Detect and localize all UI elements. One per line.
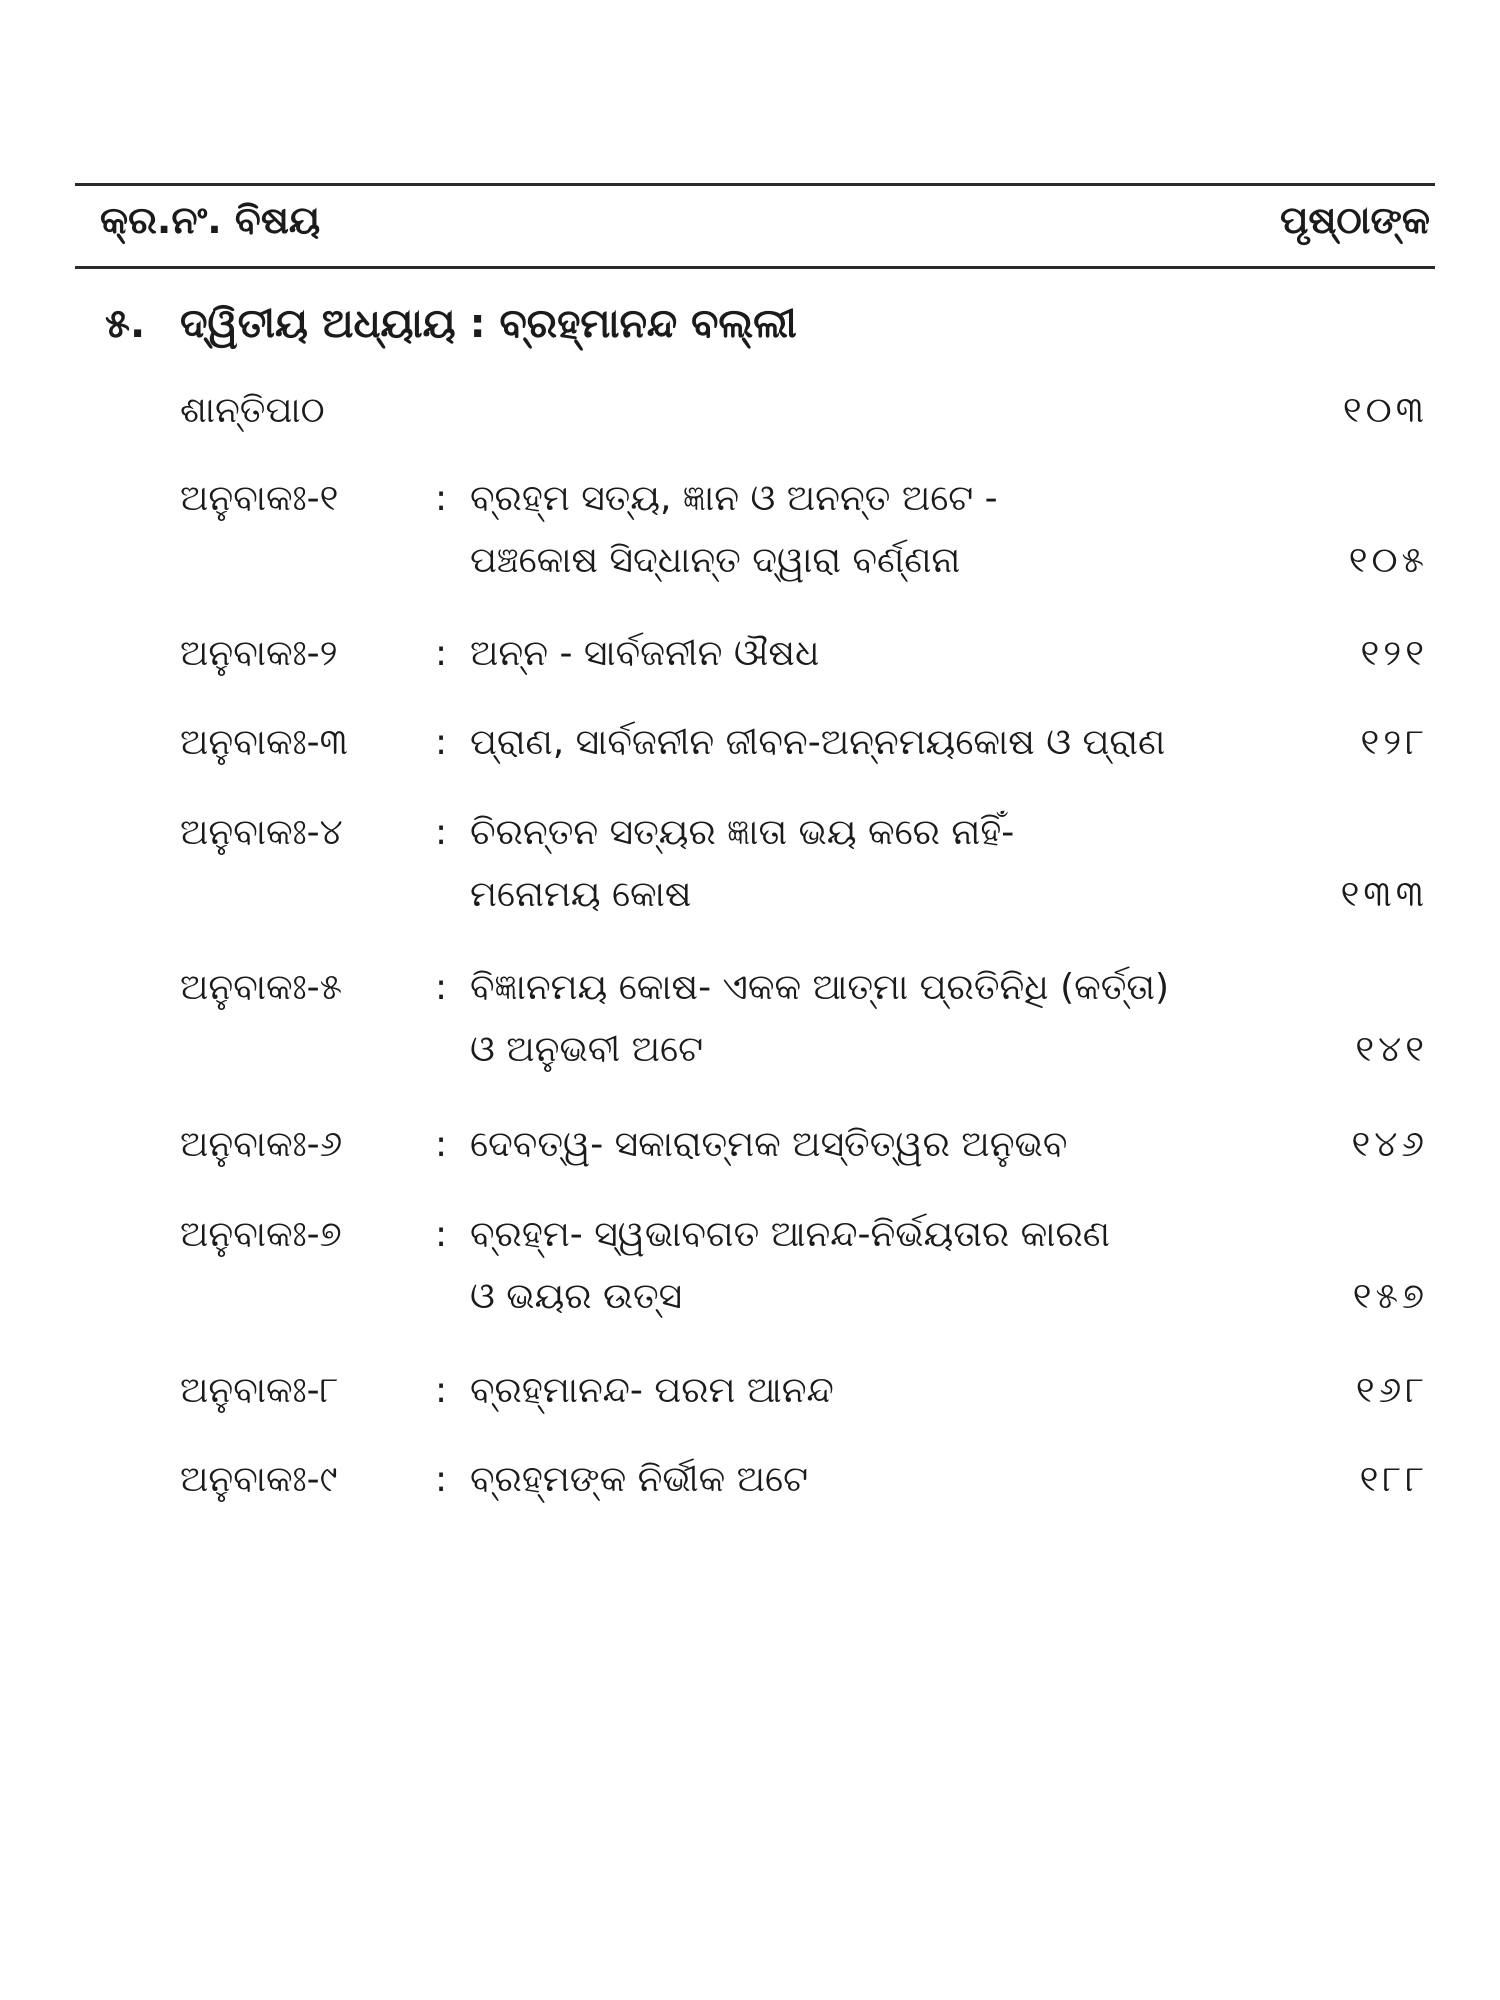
toc-entry-anuvak-3 — [0, 712, 1500, 774]
toc-entry-label: ଅନୁବାକଃ-୮ — [180, 1370, 339, 1411]
toc-entry-label: ଅନୁବାକଃ-୪ — [180, 812, 343, 853]
toc-entry-title: ବ୍ରହ୍ମ- ସ୍ୱଭାବଗତ ଆନନ୍ଦ-ନିର୍ଭୟତାର କାରଣ — [470, 1214, 1110, 1255]
toc-entry-label: ଅନୁବାକଃ-୨ — [180, 633, 338, 674]
header-bottom-rule — [75, 266, 1435, 269]
toc-entry-page: ୧୦୫ — [1348, 540, 1428, 581]
toc-entry-title: ଅନ୍ନ - ସାର୍ବଜନୀନ ଔଷଧ — [470, 633, 820, 674]
toc-entry-page: ୧୪୧ — [1355, 1029, 1428, 1070]
toc-entry-page: ୧୮୮ — [1359, 1459, 1428, 1500]
toc-entry-anuvak-4 — [0, 802, 1500, 926]
separator-colon: : — [435, 1124, 448, 1165]
toc-entry-title-continued: ଓ ଅନୁଭବୀ ଅଟେ — [470, 1029, 704, 1070]
separator-colon: : — [435, 967, 448, 1008]
toc-entry-anuvak-7 — [0, 1204, 1500, 1328]
toc-entry-title: ବ୍ରହ୍ମାନନ୍ଦ- ପରମ ଆନନ୍ଦ — [470, 1370, 834, 1411]
toc-entry-page: ୧୪୬ — [1351, 1124, 1428, 1165]
separator-colon: : — [435, 1370, 448, 1411]
toc-entry-title: ଶାନ୍ତିପାଠ — [180, 390, 325, 431]
separator-colon: : — [435, 1214, 448, 1255]
chapter-title: ଦ୍ୱିତୀୟ ଅଧ୍ୟାୟ : ବ୍ରହ୍ମାନନ୍ଦ ବଲ୍ଲୀ — [180, 301, 797, 347]
separator-colon: : — [435, 633, 448, 674]
column-header-serial-subject: କ୍ର.ନଂ. ବିଷୟ — [100, 198, 321, 242]
toc-entry-label: ଅନୁବାକଃ-୭ — [180, 1214, 342, 1255]
column-header-page: ପୃଷ୍ଠାଙ୍କ — [1279, 198, 1430, 242]
toc-entry-title: ଦେବତ୍ୱ- ସକାରାତ୍ମକ ଅସ୍ତିତ୍ୱର ଅନୁଭବ — [470, 1124, 1068, 1165]
toc-entry-title: ବ୍ରହ୍ମ ସତ୍ୟ, ଜ୍ଞାନ ଓ ଅନନ୍ତ ଅଟେ - — [470, 478, 998, 519]
toc-entry-label: ଅନୁବାକଃ-୬ — [180, 1124, 343, 1165]
separator-colon: : — [435, 722, 448, 763]
toc-entry-page: ୧୦୩ — [1342, 390, 1428, 431]
toc-entry-anuvak-1 — [0, 468, 1500, 592]
toc-entry-title: ଚିରନ୍ତନ ସତ୍ୟର ଜ୍ଞାତା ଭୟ କରେ ନାହିଁ- — [470, 812, 1015, 853]
toc-entry-anuvak-8 — [0, 1360, 1500, 1422]
toc-entry-title: ବ୍ରହ୍ମଙ୍କ ନିର୍ଭୀକ ଅଟେ — [470, 1459, 809, 1500]
toc-entry-anuvak-9 — [0, 1449, 1500, 1511]
toc-entry-anuvak-2 — [0, 623, 1500, 685]
toc-entry-page: ୧୬୮ — [1355, 1370, 1428, 1411]
toc-entry-page: ୧୨୮ — [1360, 722, 1428, 763]
chapter-number: ୫. — [105, 301, 146, 347]
toc-entry-page: ୧୩୩ — [1340, 874, 1428, 915]
toc-entry-title-continued: ଓ ଭୟର ଉତ୍ସ — [470, 1276, 683, 1317]
toc-entry-anuvak-5 — [0, 957, 1500, 1081]
separator-colon: : — [435, 478, 448, 519]
separator-colon: : — [435, 1459, 448, 1500]
toc-entry-shantipath — [0, 380, 1500, 442]
toc-entry-title: ପ୍ରାଣ, ସାର୍ବଜନୀନ ଜୀବନ-ଅନ୍ନମୟକୋଷ ଓ ପ୍ରାଣ — [470, 722, 1166, 763]
header-top-rule — [75, 183, 1435, 186]
chapter-heading — [105, 296, 797, 352]
toc-entry-title: ବିଜ୍ଞାନମୟ କୋଷ- ଏକକ ଆତ୍ମା ପ୍ରତିନିଧି (କର୍ତ୍ତା) — [470, 967, 1170, 1008]
toc-entry-label: ଅନୁବାକଃ-୩ — [180, 722, 348, 763]
toc-entry-label: ଅନୁବାକଃ-୧ — [180, 478, 339, 519]
toc-entry-label: ଅନୁବାକଃ-୫ — [180, 967, 343, 1008]
toc-entry-page: ୧୨୧ — [1360, 633, 1428, 674]
toc-entry-page: ୧୫୭ — [1352, 1276, 1428, 1317]
toc-entry-title-continued: ପଞ୍ଚକୋଷ ସିଦ୍ଧାନ୍ତ ଦ୍ୱାରା ବର୍ଣ୍ଣନା — [470, 540, 961, 581]
toc-entry-label: ଅନୁବାକଃ-୯ — [180, 1459, 338, 1500]
toc-entry-anuvak-6 — [0, 1114, 1500, 1176]
separator-colon: : — [435, 812, 448, 853]
toc-entry-title-continued: ମନୋମୟ କୋଷ — [470, 874, 692, 915]
